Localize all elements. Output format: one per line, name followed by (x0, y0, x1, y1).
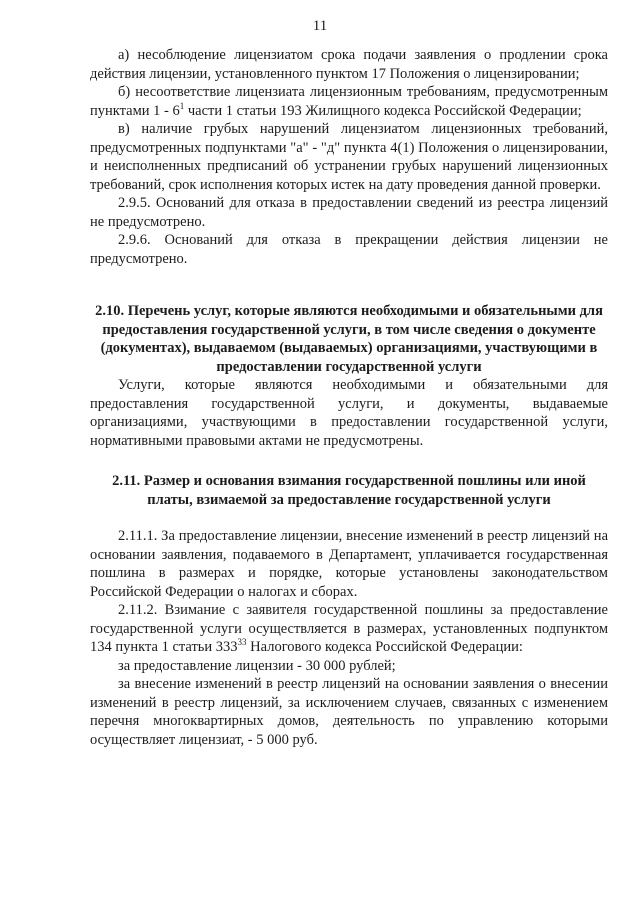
section-heading-2-11: 2.11. Размер и основания взимания государственной пошлины или иной платы, взимаемой за предоставление государственной услуги (112, 473, 586, 508)
paragraph-b (90, 83, 608, 120)
paragraph-b-text: б) несоответствие лицензиата лицензионным требованиям, предусмотренным пунктами 1 - 6 (90, 84, 608, 119)
document-body (90, 46, 608, 749)
paragraph-2-10: Услуги, которые являются необходимыми и обязательными для предоставления государственной услуги, и документы, выдаваемые организациями, участвующими в предоставлении государственной услуги, нормативными правовыми актами не предусмотрены. (90, 377, 608, 449)
paragraph-2-11-1: 2.11.1. За предоставление лицензии, внесение изменений в реестр лицензий на основании заявления, подаваемого в Департамент, уплачивается государственная пошлина в размерах и порядке, которые установлены законодательством Российской Федерации о налогах и сборах. (90, 528, 608, 600)
paragraph-2-9-5: 2.9.5. Оснований для отказа в предоставлении сведений из реестра лицензий не предусмотрено. (90, 195, 608, 230)
paragraph-a: а) несоблюдение лицензиатом срока подачи заявления о продлении срока действия лицензии, установленного пунктом 17 Положения о лицензировании; (90, 47, 608, 82)
paragraph-fee-license: за предоставление лицензии - 30 000 рублей; (118, 657, 396, 674)
paragraph-2-11-2 (90, 601, 608, 657)
paragraph-b-superscript: 1 (179, 100, 185, 111)
paragraph-fee-changes: за внесение изменений в реестр лицензий на основании заявления о внесении изменений в реестр лицензий, за исключением случаев, связанных с изменением перечня многоквартирных домов, деятельность по управлению которыми осуществляет лицензиат, - 5 000 руб. (90, 676, 608, 748)
paragraph-v: в) наличие грубых нарушений лицензиатом лицензионных требований, предусмотренных подпунктами "а" - "д" пункта 4(1) Положения о лицензировании, и неисполненных предписаний об устранении грубых нарушений лицензионных требований, срок исполнения которых истек на дату проведения данной проверки. (90, 121, 608, 193)
paragraph-2-11-2-text-end: Налогового кодекса Российской Федерации: (246, 639, 523, 655)
paragraph-2-9-6: 2.9.6. Оснований для отказа в прекращении действия лицензии не предусмотрено. (90, 232, 608, 267)
paragraph-b-text-end: части 1 статьи 193 Жилищного кодекса Российской Федерации; (184, 102, 582, 119)
section-heading-2-10: 2.10. Перечень услуг, которые являются необходимыми и обязательными для предоставления государственной услуги, в том числе сведения о документе (документах), выдаваемом (выдаваемых) организациями, участвующими в предоставлении государственной услуги (95, 303, 603, 375)
paragraph-2-11-2-text: 2.11.2. Взимание с заявителя государственной пошлины за предоставление государственной услуги осуществляется в размерах, установленных подпунктом 134 пункта 1 статьи 333 (90, 602, 608, 655)
paragraph-2-11-2-superscript: 33 (237, 637, 247, 648)
spacer (90, 509, 608, 527)
page-number: 11 (312, 18, 328, 34)
